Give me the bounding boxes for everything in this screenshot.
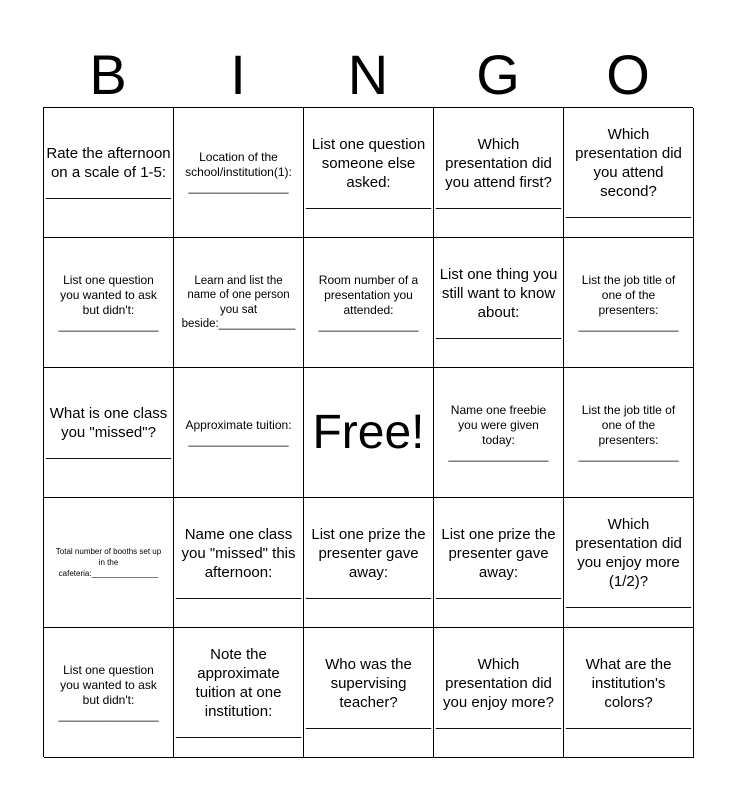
- bingo-cell-text: List one prize the presenter gave away: _______________: [435, 525, 562, 600]
- bingo-cell[interactable]: [304, 628, 434, 758]
- bingo-cell-text: Who was the supervising teacher? _______________: [305, 655, 432, 730]
- bingo-cell-text: Room number of a presentation you attended: _______________: [318, 272, 419, 332]
- header-letter-o: O: [606, 43, 650, 106]
- bingo-cell[interactable]: [434, 498, 564, 628]
- bingo-cell[interactable]: [434, 628, 564, 758]
- bingo-cell-text: Learn and list the name of one person you sat beside:____________: [181, 274, 296, 330]
- bingo-cell[interactable]: [174, 628, 304, 758]
- free-space-cell[interactable]: [304, 368, 434, 498]
- bingo-cell-text: What is one class you "missed"? _______________: [45, 405, 172, 460]
- bingo-cell[interactable]: [44, 628, 174, 758]
- bingo-cell[interactable]: [434, 238, 564, 368]
- bingo-cell[interactable]: [174, 498, 304, 628]
- bingo-cell[interactable]: [564, 498, 694, 628]
- bingo-cell-text: List one question you wanted to ask but didn't: _______________: [58, 662, 159, 722]
- bingo-cell[interactable]: [304, 108, 434, 238]
- bingo-grid: [43, 107, 693, 757]
- bingo-cell-text: Note the approximate tuition at one institution: _______________: [175, 646, 302, 739]
- bingo-cell[interactable]: [174, 368, 304, 498]
- header-letter-b: B: [89, 43, 127, 106]
- bingo-cell-text: What are the institution's colors? _______________: [565, 655, 692, 730]
- bingo-cell-text: List one question someone else asked: _______________: [305, 135, 432, 210]
- bingo-cell-text: List one question you wanted to ask but didn't: _______________: [58, 272, 159, 332]
- bingo-cell[interactable]: [564, 628, 694, 758]
- bingo-cell-text: Which presentation did you attend first? _______________: [435, 135, 562, 210]
- bingo-cell-text: Which presentation did you attend second? _______________: [565, 126, 692, 219]
- header-letter-g: G: [476, 43, 520, 106]
- bingo-cell-text: Name one class you "missed" this afternoon: _______________: [175, 525, 302, 600]
- header-letter-n: N: [347, 43, 389, 106]
- bingo-cell[interactable]: [44, 108, 174, 238]
- bingo-cell[interactable]: [44, 238, 174, 368]
- bingo-cell-text: List one thing you still want to know about: _______________: [435, 265, 562, 340]
- bingo-cell[interactable]: [564, 238, 694, 368]
- bingo-cell-text: Which presentation did you enjoy more (1/2)? _______________: [565, 516, 692, 609]
- bingo-cell-text: Location of the school/institution(1): _______________: [185, 150, 292, 194]
- bingo-cell-text: Rate the afternoon on a scale of 1-5: _______________: [45, 145, 172, 200]
- bingo-cell[interactable]: [564, 108, 694, 238]
- bingo-cell[interactable]: [304, 498, 434, 628]
- bingo-cell-text: Name one freebie you were given today: _______________: [448, 402, 549, 462]
- bingo-cell[interactable]: [304, 238, 434, 368]
- bingo-cell-text: Approximate tuition: _______________: [185, 417, 292, 447]
- header-letter-i: I: [230, 43, 246, 106]
- bingo-cell-text: Total number of booths set up in the cafeteria:_______________: [55, 547, 162, 578]
- bingo-header: [43, 42, 693, 108]
- bingo-cell-text: Which presentation did you enjoy more? _______________: [435, 655, 562, 730]
- bingo-cell-text: List the job title of one of the presenters: _______________: [578, 402, 679, 462]
- bingo-cell-text: List the job title of one of the presenters: _______________: [578, 272, 679, 332]
- bingo-cell[interactable]: [174, 238, 304, 368]
- free-space-label: Free!: [312, 405, 425, 459]
- bingo-cell[interactable]: [44, 368, 174, 498]
- bingo-cell[interactable]: [434, 368, 564, 498]
- bingo-cell[interactable]: [44, 498, 174, 628]
- bingo-cell-text: List one prize the presenter gave away: _______________: [305, 525, 432, 600]
- bingo-cell[interactable]: [174, 108, 304, 238]
- bingo-cell[interactable]: [434, 108, 564, 238]
- bingo-cell[interactable]: [564, 368, 694, 498]
